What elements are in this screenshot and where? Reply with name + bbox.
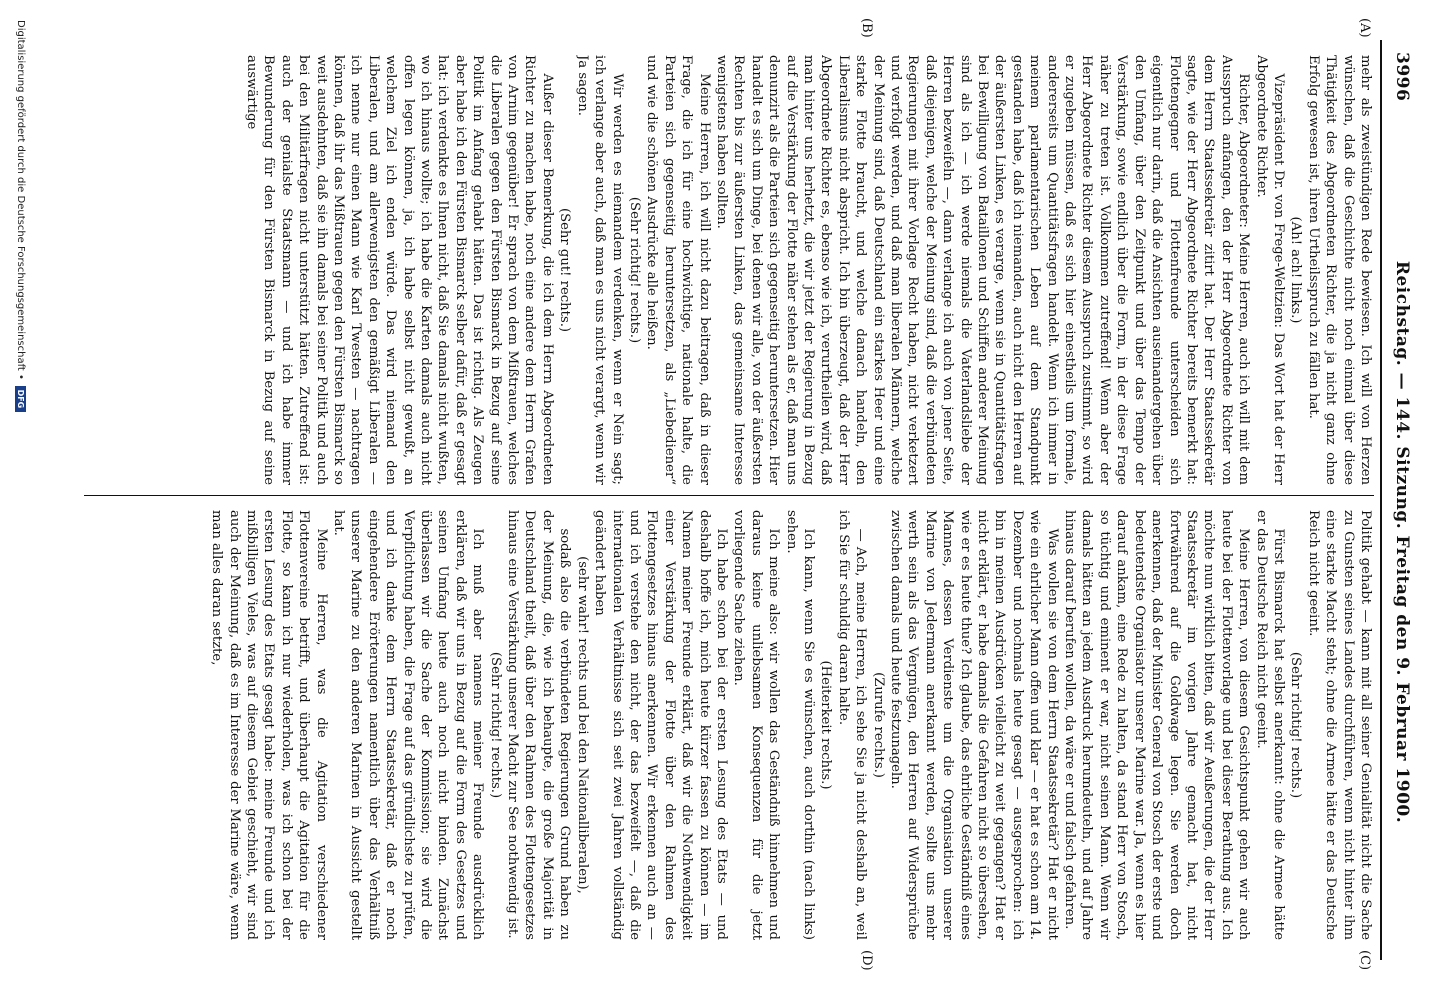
paragraph: sodaß also die verbündeten Regierungen Grund haben zu der Meinung, die, wie ich behaupte, die große Majorität in Deutschland theilt, daß über den Rahmen des Flottengesetzes hinaus eine Verstärkung unserer Macht zur See nothwendig ist. [505, 510, 573, 940]
paragraph: Außer dieser Bemerkung, die ich dem Herrn Abgeordneten Richter zu machen habe, noch eine andere dem Herrn Grafen von Arnim gegenüber! Er sprach von dem Mißtrauen, welches die Liberalen gegen den Fürsten Bismarck in Bezug auf seine Politik im Anfang gehabt hätten. Das ist richtig. Als Zeugen aber habe ich den Fürsten Bismarck selber dafür, daß er gesagt hat: ich verdenkte es Ihnen nicht, daß Sie damals nicht wußten, wo ich hinaus wollte; ich habe die Karten damals auch nicht offen legen können, ja, ich habe selbst nicht gewußt, an welchem Ziel ich enden würde. Das wird niemand den Liberalen, und am allerwenigsten den gemäßigt Liberalen — ich nenne nur einen Mann wie Karl Twesten — nachtragen können, daß ihr das Mißtrauen gegen den Fürsten Bismarck so weit ausdehnten, daß sie ihn damals bei seiner Politik und auch bei den Militärfragen nicht unterstützt hätten. Zutreffend ist: auch der genialste Staatsmann — und ich habe immer Bewunderung für den Fürsten Bismarck in Bezug auf seine auswärtige [244, 55, 555, 485]
interjection: (sehr wahr! rechts und bei den Nationalliberalen), [574, 556, 590, 894]
interjection: (Sehr gut! rechts.) [557, 207, 573, 333]
text-column-left [64, 55, 1374, 485]
paragraph: Meine Herren, was die Agitation verschiedener Flottenvereine betrifft, und überhaupt die Agitation für die Flotte, so kann ich nur wiederholen, was ich schon bei der ersten Lesung des Etats gesagt habe: meine Freunde und ich mißbilligen Vieles, was auf diesem Gebiet geschieht, wir sind auch der Meinung, daß es im Interesse der Marine wäre, wenn man alles daran setzte, [209, 510, 329, 940]
interjection: (Sehr richtig! rechts.) [1288, 651, 1304, 799]
paragraph: Ich kann, wenn Sie es wünschen, auch dorthin (nach links) sehen. [783, 510, 816, 940]
paragraph: Richter, Abgeordneter: Meine Herren, auch ich will mit dem Ausspruch anfangen, den der Herr Abgeordnete Richter von dem Herrn Staatssekretär zitirt hat. Der Herr Staatssekretär sagte, wie der Herr Abgeordnete Richter bereits bemerkt hat: Flottengegner und Flottenfreunde unterscheiden sich eigentlich nur darin, daß die Ansichten auseinandergehen über den Umfang, über den Zeitpunkt und über das Tempo der Verstärkung, sowie endlich über die Form, in der diese Frage näher zu treten ist. Vollkommen zutreffend! Wenn aber der Herr Abgeordnete Richter diesem Ausspruch zustimmt, so wird er zugeben müssen, daß es sich hier einestheils um formale, andererseits um Quantitätsfragen handelt. Wenn ich immer in meinem parlamentarischen Leben auf dem Standpunkt gestanden habe, daß ich niemanden, auch nicht den Herren auf der äußersten Linken, es verarge, wenn sie in Quantitätsfragen bei Bewilligung von Bataillonen und Schiffen anderer Meinung sind als ich — ich werde niemals die Vaterlandsliebe der Herren bezweifeln —, dann verlange ich auch von jener Seite, daß diejenigen, welche der Meinung sind, daß die verbündeten Regierungen mit ihrer Vorlage Recht haben, nicht verketzert und verfolgt werden, und daß man liberalen Männern, welche der Meinung sind, daß Deutschland ein starkes Heer und eine starke Flotte braucht, und welche danach handeln, den Liberalismus nicht abspricht. Ich bin überzeugt, daß der Herr Abgeordnete Richter es, ebenso wie ich, verurtheilen wird, daß man hinter uns herhetzt, die wir jetzt der Regierung in Bezug auf die Verstärkung der Flotte näher stehen als er, daß man uns denunzirt als die Parteien sich gegenseitig heruntersetzen. Hier handelt es sich um Dinge, bei denen wir alle, von der äußersten Rechten bis zur äußersten Linken, das gemeinsame Interesse wenigstens haben sollten. [713, 55, 1252, 485]
paragraph: Was wollen sie von dem Herrn Staatssekretär? Hat er nicht wie ein ehrlicher Mann offen und klar — er hat es schon am 14. Dezember und nochmals heute gesagt — ausgesprochen: ich bin in meinen Ausdrücken vielleicht zu weit gegangen? Hat er nicht erklärt, er habe damals die Gefahren nicht so übersehen, wie er es heute thue? Ich glaube, das ehrliche Geständniß eines Mannes, dessen Verdienste um die Organisation unserer Marine von Jedermann anerkannt werden, sollte uns mehr werth sein als das Vergnügen, den Herren auf Widersprüche zwischen damals und heute festzunageln. [888, 510, 1060, 940]
paragraph: Politik gehabt — kann mit all seiner Genialität nicht die Sache zu Gunsten seines Landes durchführen, wenn nicht hinter ihm eine starke Macht steht; ohne die Armee hätte er das Deutsche Reich nicht geeint. [1305, 510, 1373, 940]
digitization-footer [15, 20, 26, 980]
paragraph: Wir werden es niemandem verdenken, wenn er Nein sagt; ich verlange aber auch, daß man es uns nicht verargt, wenn wir Ja sagen. [574, 55, 625, 485]
paragraph: Ich muß aber namens meiner Freunde ausdrücklich erklären, daß wir uns in Bezug auf die Form des Gesetzes und seinen Umfang heute auch noch nicht binden. Zunächst überlassen wir die Sache der Kommission; sie wird die Verpflichtung haben, die Frage auf das gründlichste zu prüfen, und ich danke dem Herrn Staatssekretär, daß er noch eingehendere Erörterungen namentlich über das Verhältniß unserer Marine zu den anderen Marinen in Aussicht gestellt hat. [331, 510, 486, 940]
margin-marker-d: (D) [859, 950, 874, 971]
page-title: Reichstag. — 144. Sitzung. Freitag den 9. Februar 1900. [1392, 260, 1412, 824]
column-divider [84, 495, 1374, 496]
paragraph: Ich habe schon bei der ersten Lesung des Etats — und deshalb hoffe ich, mich heute kürzer fassen zu können — im Namen meiner Freunde erklärt, daß wir die Nothwendigkeit einer Verstärkung der Flotte über den Rahmen des Flottengesetzes hinaus anerkennen. Wir erkennen auch an — und ich verstehe den nicht, der das bezweifelt —, daß die internationalen Verhältnisse sich seit zwei Jahren vollständig geändert haben [592, 510, 729, 940]
margin-marker-c: (C) [1357, 950, 1372, 971]
dfg-logo: DFG [15, 386, 26, 412]
interjection: (Sehr richtig! rechts.) [626, 196, 642, 344]
paragraph: Ich meine also: wir wollen das Geständniß hinnehmen und daraus keine unliebsamen Konsequenzen für die jetzt vorliegende Sache ziehen. [731, 510, 782, 940]
page-number: 3996 [1392, 52, 1412, 102]
header-rule [1380, 40, 1382, 960]
interjection: (Ah! ach! links.) [1288, 216, 1304, 324]
text-column-right [64, 510, 1374, 940]
interjection: (Heiterkeit rechts.) [818, 660, 834, 790]
paragraph: Meine Herren, ich will nicht dazu beitragen, daß in dieser Frage, die ich für eine hochwichtige, nationale halte, die Parteien sich gegenseitig heruntersetzen, als „Liebediener“ und wie die schönen Ausdrücke alle heißen. [644, 55, 712, 485]
paragraph: Fürst Bismarck hat selbst anerkannt: ohne die Armee hätte er das Deutsche Reich nicht geeint. [1253, 510, 1286, 940]
margin-marker-a: (A) [1357, 18, 1372, 38]
interjection: (Zurufe rechts.) [870, 672, 886, 778]
footer-text: Digitalisierung gefördert durch die Deutsche Forschungsgemeinschaft • [15, 20, 26, 380]
paragraph: Vizepräsident Dr. von Frege-Weltzien: Das Wort hat der Herr Abgeordnete Richter. [1253, 55, 1286, 485]
margin-marker-b: (B) [859, 18, 874, 38]
paragraph: Meine Herren, von diesem Gesichtspunkt gehen wir auch heute bei der Flottenvorlage und bei dieser Berathung aus. Ich möchte nun wirklich bitten, daß wir Aeußerungen, die der Herr Staatssekretär im vorigen Jahre gemacht hat, nicht fortwährend auf die Goldwage legen. Sie werden doch anerkennen, daß der Minister General von Stosch der erste und bedeutendste Organisator unserer Marine war. Ja, wenn es hier darauf ankam, eine Rede zu halten, da stand Herr von Stosch, so tüchtig und eminent er war, nicht seinen Mann. Wenn wir damals hätten an jedem Ausdruck herumdeuteln, und auf Jahre hinaus darauf berufen wollen, da wäre er und falsch gefahren. [1062, 510, 1252, 940]
paragraph: — Ach, meine Herren, ich sehe Sie ja nicht deshalb an, weil ich Sie für schuldig daran halte. [835, 510, 869, 940]
paragraph: mehr als zweistündigen Rede bewiesen. Ich will von Herzen wünschen, daß die Geschichte nicht noch einmal über diese Thätigkeit des Abgeordneten Richter, die ja nicht ganz ohne Erfolg gewesen ist, ihren Urtheilsspruch zu fällen hat. [1305, 55, 1373, 485]
page-header [1386, 52, 1412, 952]
interjection: (Sehr richtig! rechts.) [487, 651, 503, 799]
